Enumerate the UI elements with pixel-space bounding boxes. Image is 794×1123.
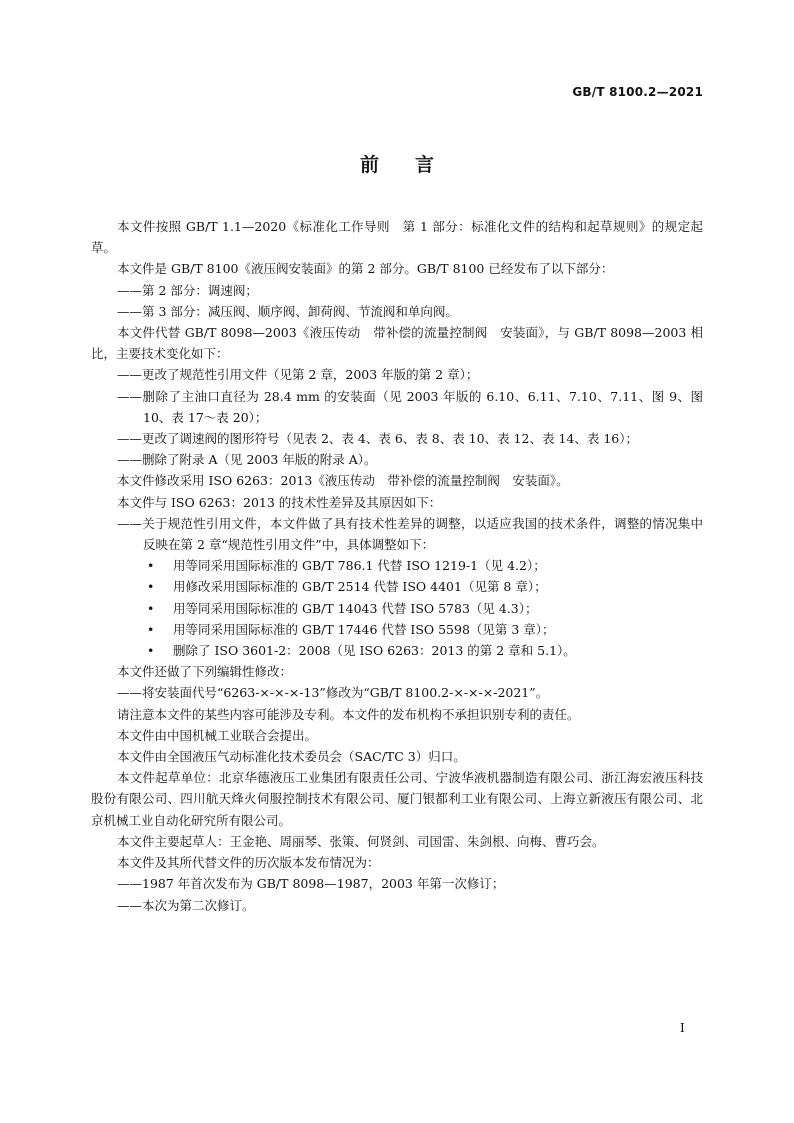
bullet-text: 用等同采用国际标准的 GB/T 786.1 代替 ISO 1219-1（见 4.2）； — [173, 558, 546, 574]
paragraph-committee: 本文件由全国液压气动标准化技术委员会（SAC/TC 3）归口。 — [117, 749, 466, 765]
list-item-history-1: ——1987 年首次发布为 GB/T 8098—1987，2003 年第一次修订； — [117, 876, 505, 892]
standard-number: GB/T 8100.2—2021 — [572, 85, 703, 99]
paragraph-drafters: 本文件主要起草人：王金艳、周丽琴、张策、何贤剑、司国雷、朱剑根、向梅、曹巧会。 — [117, 833, 605, 849]
paragraph-patent-notice: 请注意本文件的某些内容可能涉及专利。本文件的发布机构不承担识别专利的责任。 — [117, 706, 580, 722]
bullet-text: 删除了 ISO 3601-2：2008（见 ISO 6263：2013 的第 2 章和 5.1）。 — [173, 643, 576, 659]
page-number: I — [680, 1021, 685, 1035]
bullet-icon: • — [147, 579, 155, 595]
bullet-icon: • — [147, 558, 155, 574]
paragraph-replacement: 本文件代替 GB/T 8098—2003《液压传动 带补偿的流量控制阀 安装面》，与 GB/T 8098—2003 相比，主要技术变化如下： — [91, 325, 703, 362]
bullet-text: 用等同采用国际标准的 GB/T 17446 代替 ISO 5598（见第 3 章）； — [173, 621, 555, 637]
list-item-change-3: ——更改了调速阀的图形符号（见表 2、表 4、表 6、表 8、表 10、表 12、表 14、表 16）； — [117, 431, 638, 447]
bullet-text: 用等同采用国际标准的 GB/T 14043 代替 ISO 5783（见 4.3）； — [173, 600, 538, 616]
bullet-item — [91, 619, 703, 640]
paragraph-proposer: 本文件由中国机械工业联合会提出。 — [117, 727, 318, 743]
list-item-change-1: ——更改了规范性引用文件（见第 2 章，2003 年版的第 2 章）； — [117, 367, 479, 383]
paragraph-adoption: 本文件修改采用 ISO 6263：2013《液压传动 带补偿的流量控制阀 安装面》。 — [117, 473, 569, 489]
paragraph-drafting-rules: 本文件按照 GB/T 1.1—2020《标准化工作导则 第 1 部分：标准化文件的结构和起草规则》的规定起草。 — [91, 219, 703, 256]
paragraph-editorial-changes: 本文件还做了下列编辑性修改： — [117, 664, 293, 680]
list-item-editorial-change: ——将安装面代号“6263-×-×-×-13”修改为“GB/T 8100.2-×-×-×-2021”。 — [117, 685, 549, 701]
list-item-change-2: ——删除了主油口直径为 28.4 mm 的安装面（见 2003 年版的 6.10、6.11、7.10、7.11、图 9、图 10、表 17～表 20）； — [117, 388, 703, 425]
bullet-item — [91, 576, 703, 597]
bullet-item — [91, 555, 703, 576]
bullet-item — [91, 640, 703, 661]
list-item-change-4: ——删除了附录 A（见 2003 年版的附录 A）。 — [117, 452, 377, 468]
list-item-history-2: ——本次为第二次修订。 — [117, 897, 255, 913]
list-item-part-3: ——第 3 部分：减压阀、顺序阀、卸荷阀、节流阀和单向阀。 — [117, 303, 458, 319]
paragraph-history: 本文件及其所代替文件的历次版本发布情况为： — [117, 855, 380, 871]
paragraph-differences: 本文件与 ISO 6263：2013 的技术性差异及其原因如下： — [117, 494, 442, 510]
bullet-icon: • — [147, 600, 155, 616]
list-item-part-2: ——第 2 部分：调速阀； — [117, 282, 258, 298]
paragraph-series-parts: 本文件是 GB/T 8100《液压阀安装面》的第 2 部分。GB/T 8100 已经发布了以下部分： — [117, 261, 614, 277]
paragraph-drafting-organizations: 本文件起草单位：北京华德液压工业集团有限责任公司、宁波华液机器制造有限公司、浙江海宏液压科技股份有限公司、四川航天烽火伺服控制技术有限公司、厦门银都利工业有限公司、上海立新液压有限公司、北京机械工业自动化研究所有限公司。 — [91, 770, 703, 828]
document-body — [91, 216, 703, 916]
page-title: 前言 — [359, 154, 470, 176]
bullet-text: 用修改采用国际标准的 GB/T 2514 代替 ISO 4401（见第 8 章）； — [173, 579, 547, 595]
bullet-icon: • — [147, 621, 155, 637]
list-item-normative-references: ——关于规范性引用文件，本文件做了具有技术性差异的调整，以适应我国的技术条件，调整的情况集中反映在第 2 章“规范性引用文件”中，具体调整如下： — [117, 515, 703, 553]
bullet-icon: • — [147, 643, 155, 659]
bullet-item — [91, 598, 703, 619]
